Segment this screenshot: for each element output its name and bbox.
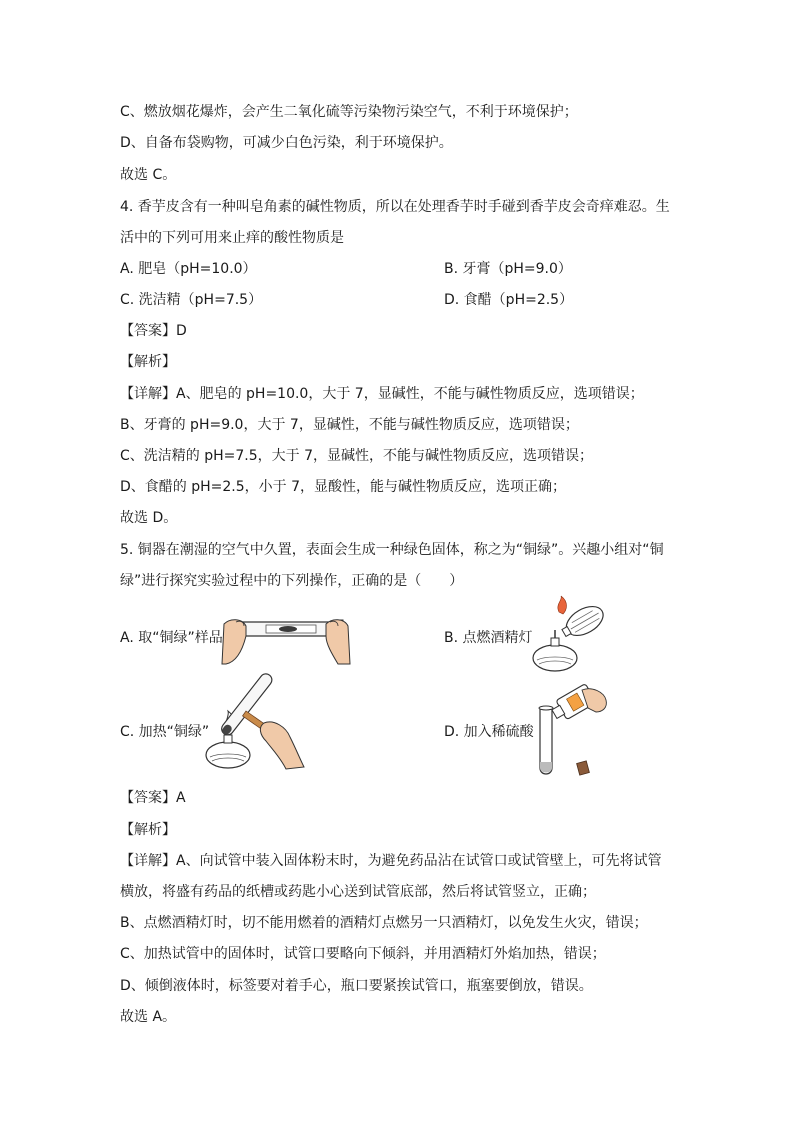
q4-option-a: A. 肥皂（pH=10.0） (120, 261, 257, 277)
q4-answer: 【答案】D (120, 323, 187, 339)
figure-heating-test-tube (200, 683, 310, 777)
q5-detail-a-line1: 【详解】A、向试管中装入固体粉末时，为避免药品沾在试管口或试管壁上，可先将试管 (120, 853, 662, 869)
q5-conclusion: 故选 A。 (120, 1009, 177, 1025)
q4-option-c: C. 洗洁精（pH=7.5） (120, 292, 263, 308)
q5-option-c: C. 加热“铜绿” (120, 724, 210, 740)
q4-detail-b: B、牙膏的 pH=9.0，大于 7，显碱性，不能与碱性物质反应，选项错误； (120, 417, 579, 433)
q5-detail-d: D、倾倒液体时，标签要对着手心，瓶口要紧挨试管口，瓶塞要倒放，错误。 (120, 978, 593, 994)
q4-stem-line2: 活中的下列可用来止痒的酸性物质是 (120, 230, 344, 246)
q4-stem-line1: 4. 香芋皮含有一种叫皂角素的碱性物质，所以在处理香芋时手碰到香芋皮会奇痒难忍。生 (120, 199, 670, 215)
q5-option-b: B. 点燃酒精灯 (444, 630, 533, 646)
q3-option-d-explanation: D、自备布袋购物，可减少白色污染，利于环境保护。 (120, 135, 453, 151)
q4-option-b: B. 牙膏（pH=9.0） (444, 261, 572, 277)
q5-detail-a-line2: 横放，将盛有药品的纸槽或药匙小心送到试管底部，然后将试管竖立，正确； (120, 884, 596, 900)
q4-detail-a: 【详解】A、肥皂的 pH=10.0，大于 7，显碱性，不能与碱性物质反应，选项错误； (120, 386, 644, 402)
figure-pouring-acid (530, 686, 610, 785)
q4-detail-c: C、洗洁精的 pH=7.5，大于 7，显碱性，不能与碱性物质反应，选项错误； (120, 448, 593, 464)
q5-analysis-title: 【解析】 (120, 822, 176, 838)
q5-detail-c: C、加热试管中的固体时，试管口要略向下倾斜，并用酒精灯外焰加热，错误； (120, 946, 606, 962)
q5-option-d: D. 加入稀硫酸 (444, 724, 534, 740)
q5-stem-line2: 绿”进行探究实验过程中的下列操作，正确的是（ ） (120, 573, 464, 589)
figure-alcohol-lamp-lighting (525, 598, 615, 682)
q5-detail-b: B、点燃酒精灯时，切不能用燃着的酒精灯点燃另一只酒精灯，以免发生火灾，错误； (120, 915, 648, 931)
q4-analysis-title: 【解析】 (120, 354, 176, 370)
q4-option-d: D. 食醋（pH=2.5） (444, 292, 574, 308)
q4-conclusion: 故选 D。 (120, 510, 178, 526)
q4-detail-d: D、食醋的 pH=2.5，小于 7，显酸性，能与碱性物质反应，选项正确； (120, 479, 566, 495)
q5-answer: 【答案】A (120, 790, 186, 806)
q5-stem-line1: 5. 铜器在潮湿的空气中久置，表面会生成一种绿色固体，称之为“铜绿”。兴趣小组对“铜 (120, 542, 664, 558)
q5-option-a: A. 取“铜绿”样品 (120, 630, 223, 646)
figure-test-tube-hands (222, 604, 352, 670)
q3-conclusion: 故选 C。 (120, 167, 177, 183)
q3-option-c-explanation: C、燃放烟花爆炸，会产生二氧化硫等污染物污染空气，不利于环境保护； (120, 104, 578, 120)
